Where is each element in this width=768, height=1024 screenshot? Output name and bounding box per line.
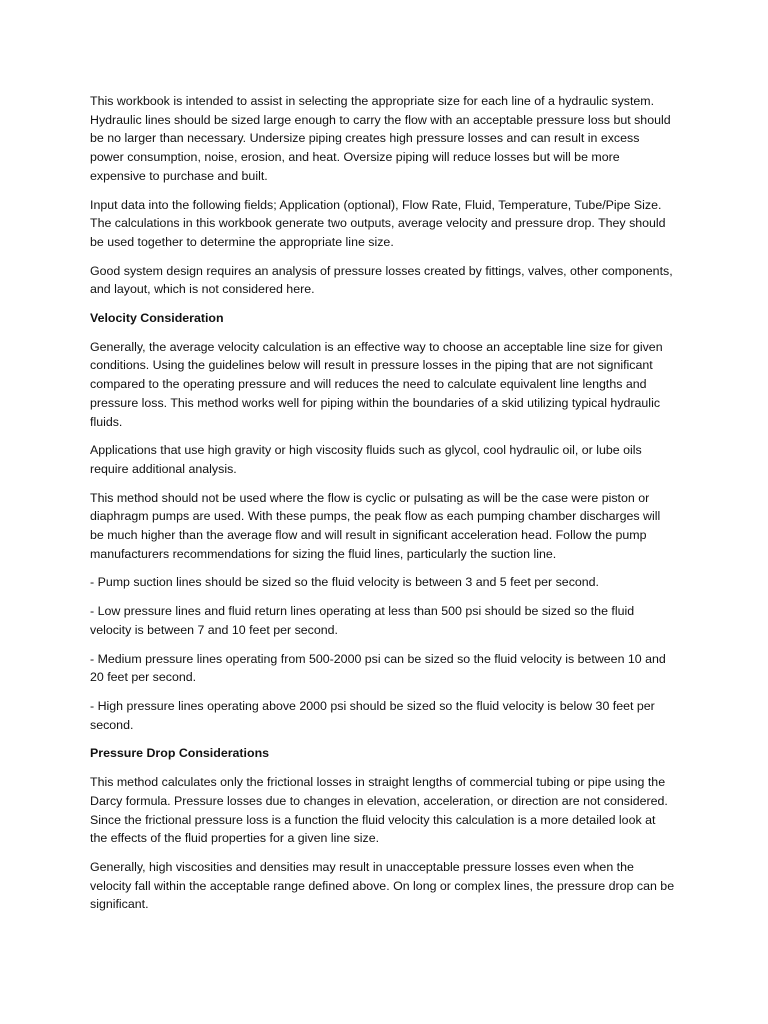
intro-paragraph-2: Input data into the following fields; Application (optional), Flow Rate, Fluid, Temperature, Tube/Pipe Size. The calculations in this workbook generate two outputs, average velocity and pressure drop. They should be used together to determine the appropriate line size. (90, 197, 666, 249)
velocity-paragraph-3: This method should not be used where the flow is cyclic or pulsating as will be the case were piston or diaphragm pumps are used. With these pumps, the peak flow as each pumping chamber discharges will be much higher than the average flow and will result in significant acceleration head. Follow the pump manufacturers recommendations for sizing the fluid lines, particularly the suction line. (90, 490, 661, 561)
pressure-heading: Pressure Drop Considerations (90, 746, 270, 761)
intro-paragraph-1: This workbook is intended to assist in selecting the appropriate size for each line of a hydraulic system. Hydraulic lines should be sized large enough to carry the flow with an acceptable pressure loss but should be no larger than necessary. Undersize piping creates high pressure losses and can result in excess power consumption, noise, erosion, and heat. Oversize piping will reduce losses but will be more expensive to purchase and built. (90, 94, 671, 183)
velocity-guideline-suction: - Pump suction lines should be sized so the fluid velocity is between 3 and 5 feet per second. (90, 575, 600, 590)
velocity-guideline-medium-pressure: - Medium pressure lines operating from 500-2000 psi can be sized so the fluid velocity is between 10 and 20 feet per second. (90, 651, 666, 685)
velocity-guideline-high-pressure: - High pressure lines operating above 2000 psi should be sized so the fluid velocity is below 30 feet per second. (90, 698, 655, 732)
velocity-heading: Velocity Consideration (90, 311, 224, 326)
velocity-guideline-low-pressure: - Low pressure lines and fluid return lines operating at less than 500 psi should be sized so the fluid velocity is between 7 and 10 feet per second. (90, 604, 635, 637)
velocity-paragraph-2: Applications that use high gravity or high viscosity fluids such as glycol, cool hydraulic oil, or lube oils require additional analysis. (90, 443, 642, 476)
pressure-paragraph-1: This method calculates only the frictional losses in straight lengths of commercial tubing or pipe using the Darcy formula. Pressure losses due to changes in elevation, acceleration, or direction are not considered. Since the frictional pressure loss is a function the fluid velocity this calculation is a more detailed look at the effects of the fluid properties for a given line size. (90, 775, 668, 846)
velocity-paragraph-1: Generally, the average velocity calculation is an effective way to choose an acceptable line size for given conditions. Using the guidelines below will result in pressure losses in the piping that are not significant compared to the operating pressure and will reduces the need to calculate equivalent line lengths and pressure loss. This method works well for piping within the boundaries of a skid utilizing typical hydraulic fluids. (90, 339, 663, 429)
intro-paragraph-3: Good system design requires an analysis of pressure losses created by fittings, valves, other components, and layout, which is not considered here. (90, 263, 673, 297)
pressure-paragraph-2: Generally, high viscosities and densities may result in unacceptable pressure losses even when the velocity fall within the acceptable range defined above. On long or complex lines, the pressure drop can be significant. (90, 859, 675, 912)
document-body (90, 92, 676, 924)
